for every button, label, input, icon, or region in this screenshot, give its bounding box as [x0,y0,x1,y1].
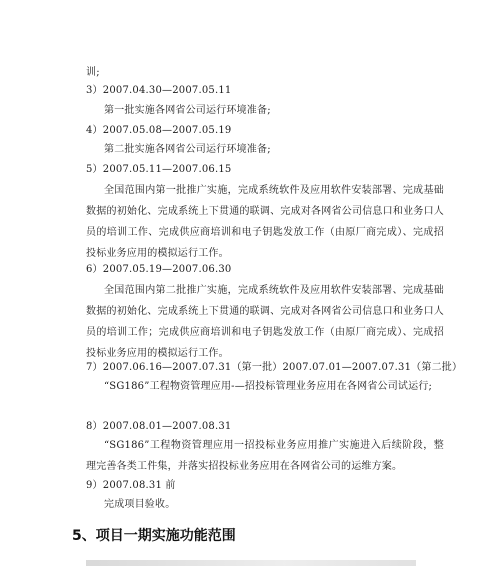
text-line: 完成项目验收。 [104,499,176,510]
date-range-9: 9）2007.08.31 前 [86,480,176,491]
paragraph-batch-2: 全国范围内第二批推广实施，完成系统软件及应用软件安装部署、完成基础数据的初始化、完成系统上下贯通的联调、完成对各网省公司信息口和业务口人员的培训工作；完成供应商培训和电子钥匙发放工作（由原厂商完成）、完成招投标业务应用的模拟运行工作。 [86,285,444,359]
text-line: 第二批实施各网省公司运行环境准备; [104,144,271,155]
date-range-3: 3）2007.04.30—2007.05.11 [86,85,232,96]
date-range-4: 4）2007.05.08—2007.05.19 [86,125,232,136]
text-line: “SG186”工程物资管理应用-—招投标管理业务应用在各网省公司试运行; [104,381,433,392]
paragraph-batch-1: 全国范围内第一批推广实施，完成系统软件及应用软件安装部署、完成基础数据的初始化、完成系统上下贯通的联调、完成对各网省公司信息口和业务口人员的培训工作、完成供应商培训和电子钥匙发放工作（由原厂商完成）、完成招投标业务应用的模拟运行工作。 [86,185,444,259]
date-range-7: 7）2007.06.16—2007.07.31（第一批）2007.07.01—2007.07.31（第二批） [86,362,463,373]
text-line: 第一批实施各网省公司运行环境准备; [104,105,271,116]
text-line: 训; [86,67,100,78]
date-range-5: 5）2007.05.11—2007.06.15 [86,164,232,175]
date-range-6: 6）2007.05.19—2007.06.30 [86,264,232,275]
date-range-8: 8）2007.08.01—2007.08.31 [86,421,232,432]
paragraph-step-8: “SG186”工程物资管理应用一招投标业务应用推广实施进入后续阶段，整理完善各类工件集，并落实招投标业务应用在各网省公司的运维方案。 [86,440,444,472]
section-heading: 5、项目一期实施功能范围 [72,528,236,544]
faded-text-line [86,560,416,566]
